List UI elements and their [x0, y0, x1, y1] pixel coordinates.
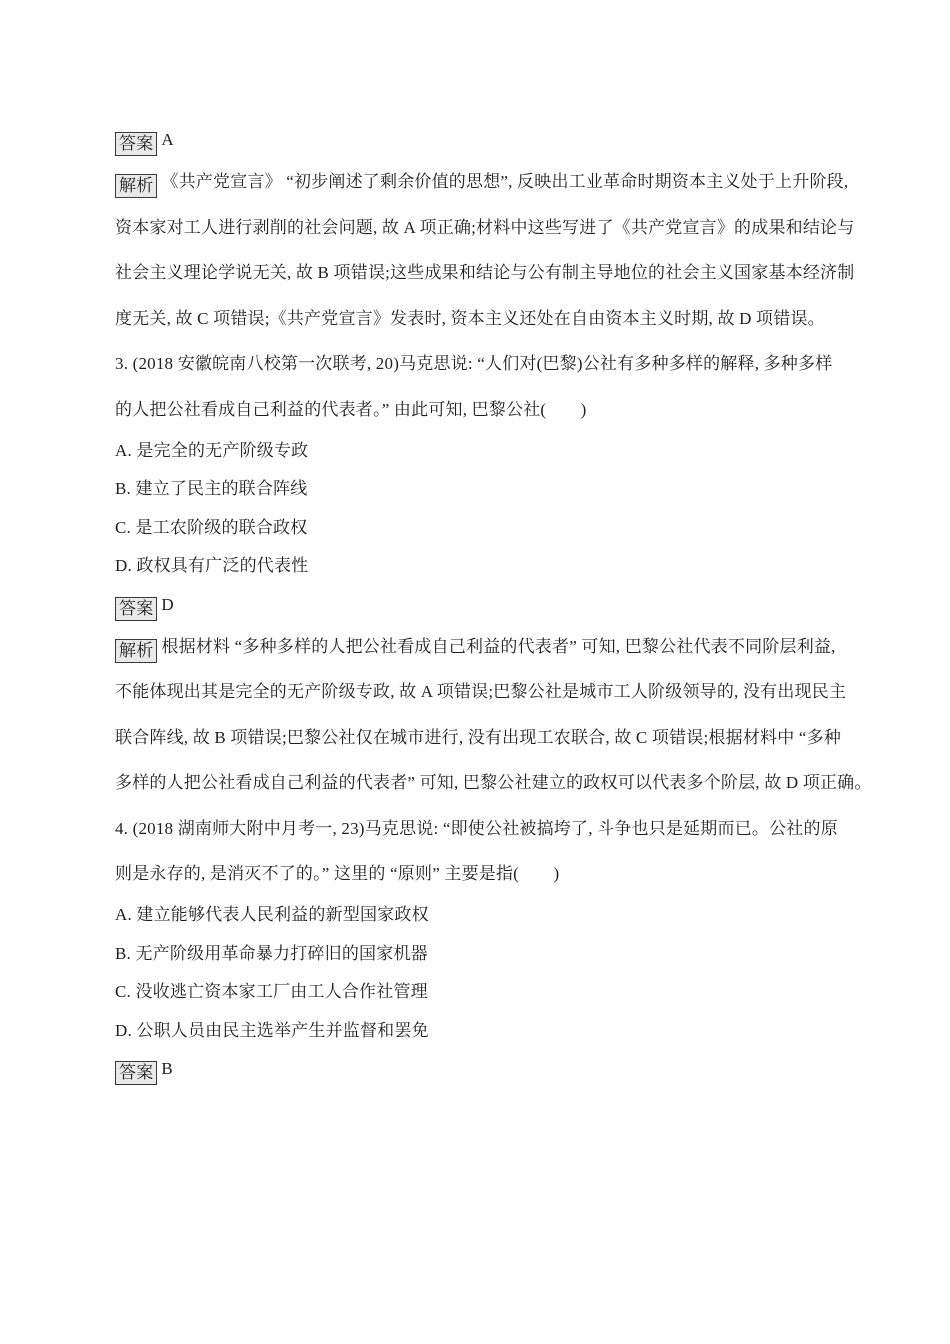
analysis-cont-line — [115, 307, 875, 353]
analysis-cont-line — [115, 726, 875, 772]
line-text: B. 建立了民主的联合阵线 — [115, 479, 308, 498]
line-text: A. 是完全的无产阶级专政 — [115, 440, 309, 460]
line-text: 资本家对工人进行剥削的社会问题, 故 A 项正确;材料中这些写进了《共产党宣言》的成果和结论与 — [115, 217, 855, 237]
analysis-label-box: 解析 — [115, 639, 157, 663]
line-text: D. 公职人员由民主选举产生并监督和罢免 — [115, 1020, 429, 1040]
line-text: D — [161, 594, 174, 614]
line-text: 多样的人把公社看成自己利益的代表者” 可知, 巴黎公社建立的政权可以代表多个阶层, 故 D 项正确。 — [115, 773, 872, 792]
line-text: D. 政权具有广泛的代表性 — [115, 556, 309, 575]
analysis-cont-line — [115, 771, 875, 817]
line-text: 的人把公社看成自己利益的代表者。” 由此可知, 巴黎公社( ) — [115, 399, 587, 419]
analysis-line — [115, 170, 875, 216]
answer-line — [115, 593, 875, 635]
option-line — [115, 980, 875, 1019]
option-line — [115, 516, 875, 555]
question-line — [115, 817, 875, 863]
analysis-label-box: 解析 — [115, 174, 157, 198]
question-end-line — [115, 398, 875, 439]
analysis-cont-line — [115, 216, 875, 262]
question-line — [115, 352, 875, 398]
answer-line — [115, 1057, 875, 1099]
option-line — [115, 903, 875, 942]
line-text: B. 无产阶级用革命暴力打碎旧的国家机器 — [115, 943, 428, 963]
line-text: 则是永存的, 是消灭不了的。” 这里的 “原则” 主要是指( ) — [115, 864, 560, 883]
answer-label-box: 答案 — [115, 597, 157, 621]
answer-label-box: 答案 — [115, 132, 157, 156]
line-text: 根据材料 “多种多样的人把公社看成自己利益的代表者” 可知, 巴黎公社代表不同阶层利益, — [161, 636, 836, 656]
line-text: 社会主义理论学说无关, 故 B 项错误;这些成果和结论与公有制主导地位的社会主义国家基本经济制 — [115, 263, 855, 282]
line-text: 4. (2018 湖南师大附中月考一, 23)马克思说: “即使公社被搞垮了, 斗争也只是延期而已。公社的原 — [115, 818, 838, 838]
line-text: 度无关, 故 C 项错误;《共产党宣言》发表时, 资本主义还处在自由资本主义时期, 故 D 项错误。 — [115, 308, 825, 328]
analysis-line — [115, 635, 875, 681]
line-text: 不能体现出其是完全的无产阶级专政, 故 A 项错误;巴黎公社是城市工人阶级领导的, 没有出现民主 — [115, 682, 847, 701]
option-line — [115, 477, 875, 516]
answer-label-box: 答案 — [115, 1061, 157, 1085]
line-text: 3. (2018 安徽皖南八校第一次联考, 20)马克思说: “人们对(巴黎)公社有多种多样的解释, 多种多样 — [115, 354, 833, 373]
option-line — [115, 1019, 875, 1058]
line-text: C. 没收逃亡资本家工厂由工人合作社管理 — [115, 982, 428, 1001]
line-text: B — [161, 1059, 173, 1078]
option-line — [115, 554, 875, 593]
line-text: A. 建立能够代表人民利益的新型国家政权 — [115, 905, 429, 924]
line-text: 联合阵线, 故 B 项错误;巴黎公社仅在城市进行, 没有出现工农联合, 故 C 项错误;根据材料中 “多种 — [115, 727, 842, 747]
line-text: C. 是工农阶级的联合政权 — [115, 517, 308, 537]
analysis-cont-line — [115, 261, 875, 307]
option-line — [115, 942, 875, 981]
line-text: 《共产党宣言》 “初步阐述了剩余价值的思想”, 反映出工业革命时期资本主义处于上升阶段, — [161, 172, 849, 191]
document-body — [115, 128, 875, 1099]
line-text: A — [161, 130, 174, 149]
option-line — [115, 439, 875, 478]
question-end-line — [115, 862, 875, 903]
analysis-cont-line — [115, 680, 875, 726]
answer-line — [115, 128, 875, 170]
